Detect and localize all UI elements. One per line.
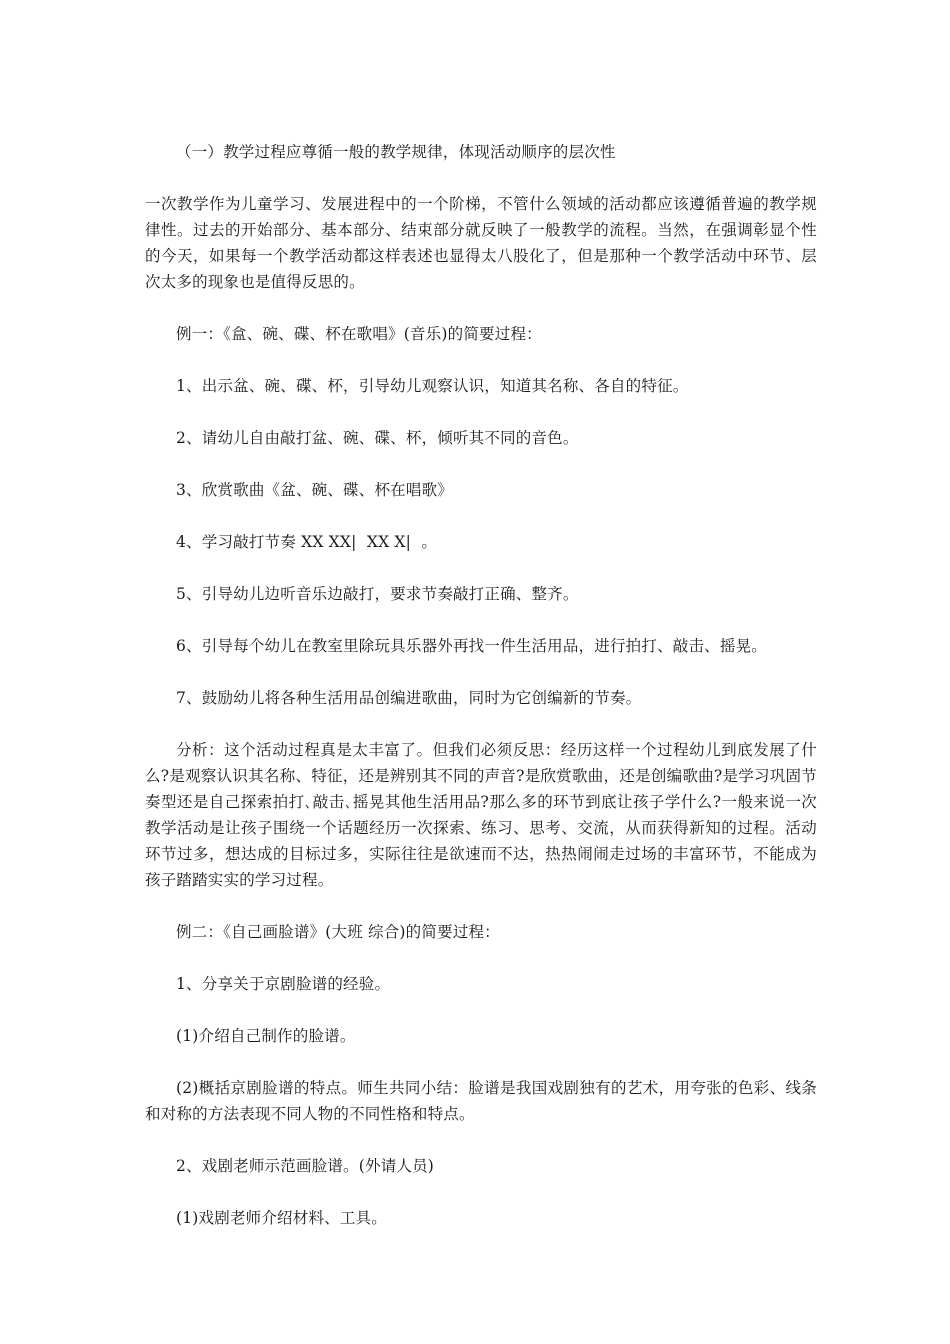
- section-heading: （一）教学过程应尊循一般的教学规律，体现活动顺序的层次性: [176, 143, 616, 161]
- intro-paragraph: 一次教学作为儿童学习、发展进程中的一个阶梯，不管什么领域的活动都应该遵循普遍的教学规律性。过去的开始部分、基本部分、结束部分就反映了一般教学的流程。当然，在强调彰显个性的今天，如果每一个教学活动都这样表述也显得太八股化了，但是那种一个教学活动中环节、层次太多的现象也是值得反思的。: [145, 195, 817, 291]
- example1-title: 例一：《盒、碗、碟、杯在歌唱》(音乐)的简要过程：: [176, 325, 542, 343]
- example1-step-3: 3、欣赏歌曲《盆、碗、碟、杯在唱歌》: [176, 481, 453, 499]
- example1-analysis: 分析：这个活动过程真是太丰富了。但我们必须反思：经历这样一个过程幼儿到底发展了什么?是观察认识其名称、特征，还是辨别其不同的声音?是欣赏歌曲，还是创编歌曲?是学习巩固节奏型还是自己探索拍打､敲击､摇晃其他生活用品?那么多的环节到底让孩子学什么?一般来说一次教学活动是让孩子围绕一个话题经历一次探索、练习、思考、交流，从而获得新知的过程。活动环节过多，想达成的目标过多，实际往往是欲速而不达，热热闹闹走过场的丰富环节，不能成为孩子踏踏实实的学习过程。: [145, 741, 817, 889]
- example2-step-2-a: (1)戏剧老师介绍材料、工具。: [176, 1209, 387, 1227]
- example2-step-1-a: (1)介绍自己制作的脸谱。: [176, 1027, 356, 1045]
- example2-step-1: 1、分享关于京剧脸谱的经验。: [176, 975, 391, 993]
- example2-step-1-b: (2)概括京剧脸谱的特点。师生共同小结：脸谱是我国戏剧独有的艺术，用夸张的色彩、线条和对称的方法表现不同人物的不同性格和特点。: [145, 1079, 817, 1123]
- example1-step-7: 7、鼓励幼儿将各种生活用品创编进歌曲，同时为它创编新的节奏。: [176, 689, 642, 707]
- example1-step-6: 6、引导每个幼儿在教室里除玩具乐器外再找一件生活用品，进行拍打、敲击、摇晃。: [176, 637, 767, 655]
- example1-step-2: 2、请幼儿自由敲打盆、碗、碟、杯，倾听其不同的音色。: [176, 429, 579, 447]
- example2-title: 例二：《自己画脸谱》(大班 综合)的简要过程：: [176, 923, 500, 941]
- example1-step-4: 4、学习敲打节奏 XX XX| XX X| 。: [176, 533, 438, 551]
- example1-step-1: 1、出示盆、碗、碟、杯，引导幼儿观察认识，知道其名称、各自的特征。: [176, 377, 689, 395]
- example2-step-2: 2、戏剧老师示范画脸谱。(外请人员): [176, 1157, 435, 1175]
- example1-step-5: 5、引导幼儿边听音乐边敲打，要求节奏敲打正确、整齐。: [176, 585, 579, 603]
